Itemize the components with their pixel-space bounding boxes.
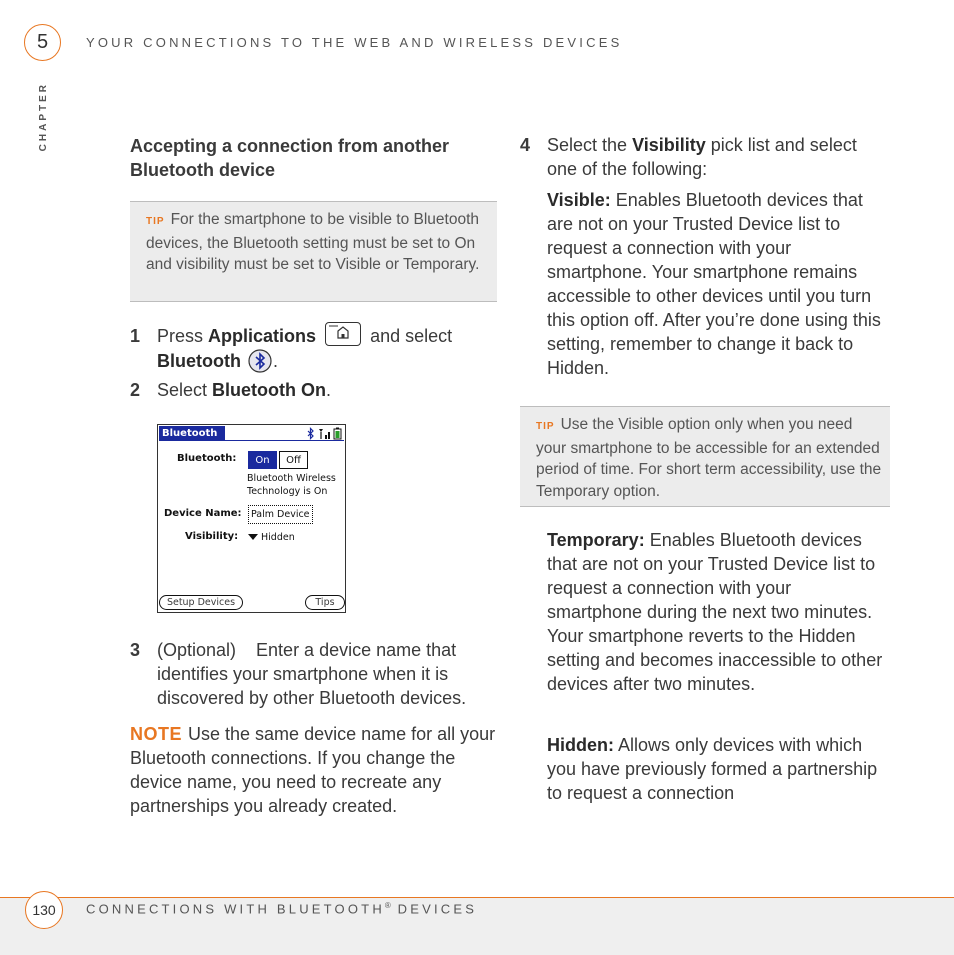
running-footer	[86, 901, 477, 916]
device-name-field[interactable]: Palm Device	[248, 505, 313, 524]
step-text: and select	[370, 326, 453, 346]
hidden-description: Allows only devices with which you have previously formed a partnership to request a connection	[547, 735, 878, 803]
visibility-term: Visibility	[632, 135, 706, 155]
chapter-number: 5	[24, 24, 61, 61]
step-text: (Optional) Enter a device name that identifies your smartphone when it is discovered by other Bluetooth devices.	[157, 640, 467, 708]
tip-box-2	[520, 406, 890, 507]
on-toggle[interactable]: On	[248, 451, 277, 469]
device-title: Bluetooth	[159, 426, 225, 441]
step-3	[130, 638, 500, 710]
tips-button[interactable]: Tips	[305, 595, 345, 610]
status-icons	[306, 427, 344, 440]
running-header: YOUR CONNECTIONS TO THE WEB AND WIRELESS DEVICES	[86, 35, 623, 50]
footer-title-text: DEVICES	[390, 901, 478, 917]
setup-devices-button[interactable]: Setup Devices	[159, 595, 243, 610]
visible-option	[547, 188, 890, 380]
step-text: Press	[157, 326, 209, 346]
step-text: pick list and select one of the following:	[547, 135, 857, 179]
step-1	[130, 324, 500, 375]
off-toggle[interactable]: Off	[279, 451, 308, 469]
tip-label: TIP	[536, 421, 555, 432]
status-line-2: Technology is On	[247, 486, 328, 497]
section-title: Accepting a connection from another Bluetooth device	[130, 136, 450, 180]
hidden-option	[547, 733, 890, 805]
bluetooth-icon	[247, 349, 273, 373]
step-text: Select	[157, 380, 213, 400]
bluetooth-setting-label: Bluetooth:	[177, 453, 237, 464]
step-text: Select the	[547, 135, 633, 155]
tip-text: Use the Visible option only when you need your smartphone to be accessible for an extended period of time. For short term accessibility, use the Temporary option.	[536, 416, 882, 501]
applications-label: Applications	[208, 326, 317, 346]
step-number: 2	[130, 380, 141, 400]
bluetooth-label: Bluetooth	[157, 351, 241, 372]
registered-mark: ®	[384, 901, 391, 910]
temporary-term: Temporary:	[547, 530, 645, 550]
chapter-side-label: CHAPTER	[38, 82, 49, 152]
step-4	[520, 133, 890, 181]
visible-description: Enables Bluetooth devices that are not on your Trusted Device list to request a connection with your smartphone. Your smartphone remains accessible to other devices until you turn this option off. After you’re done using this setting, remember to change it back to Hidden.	[547, 190, 881, 378]
device-name-label: Device Name:	[164, 508, 242, 519]
title-rule	[159, 440, 344, 441]
visible-term: Visible:	[547, 190, 611, 210]
tip-text: For the smartphone to be visible to Bluetooth devices, the Bluetooth setting must be set to On and visibility must be set to Visible or Temporary.	[146, 211, 480, 274]
tip-label: TIP	[146, 216, 165, 227]
dropdown-arrow-icon[interactable]	[248, 534, 258, 540]
status-line-1: Bluetooth Wireless	[247, 473, 336, 484]
battery-icon	[334, 428, 341, 440]
step-number: 3	[130, 640, 141, 660]
note-text: Use the same device name for all your Bluetooth connections. If you change the device name, you need to recreate any partnerships you already created.	[130, 724, 496, 816]
temporary-description: Enables Bluetooth devices that are not on your Trusted Device list to request a connection with your smartphone during the next two minutes. Your smartphone reverts to the Hidden setting and becomes inaccessible to other devices after two minutes.	[547, 530, 883, 694]
device-screenshot	[157, 424, 346, 613]
step-number: 4	[520, 135, 531, 155]
signal-icon	[319, 429, 330, 439]
note-label: NOTE	[130, 724, 183, 744]
visibility-label: Visibility:	[185, 531, 239, 542]
footer-title-text: CONNECTIONS WITH BLUETOOTH	[86, 901, 385, 917]
tip-box-1	[130, 201, 497, 302]
applications-icon	[325, 322, 361, 346]
page-number: 130	[25, 891, 63, 929]
hidden-term: Hidden:	[547, 735, 614, 755]
bluetooth-status-icon	[308, 429, 313, 439]
step-number: 1	[130, 326, 141, 346]
step-text: .	[272, 351, 278, 372]
step-text: .	[326, 380, 332, 400]
bluetooth-on-label: Bluetooth On	[212, 380, 327, 400]
note	[130, 722, 498, 818]
visibility-value[interactable]: Hidden	[261, 532, 295, 543]
step-2	[130, 378, 500, 402]
temporary-option	[547, 528, 890, 696]
